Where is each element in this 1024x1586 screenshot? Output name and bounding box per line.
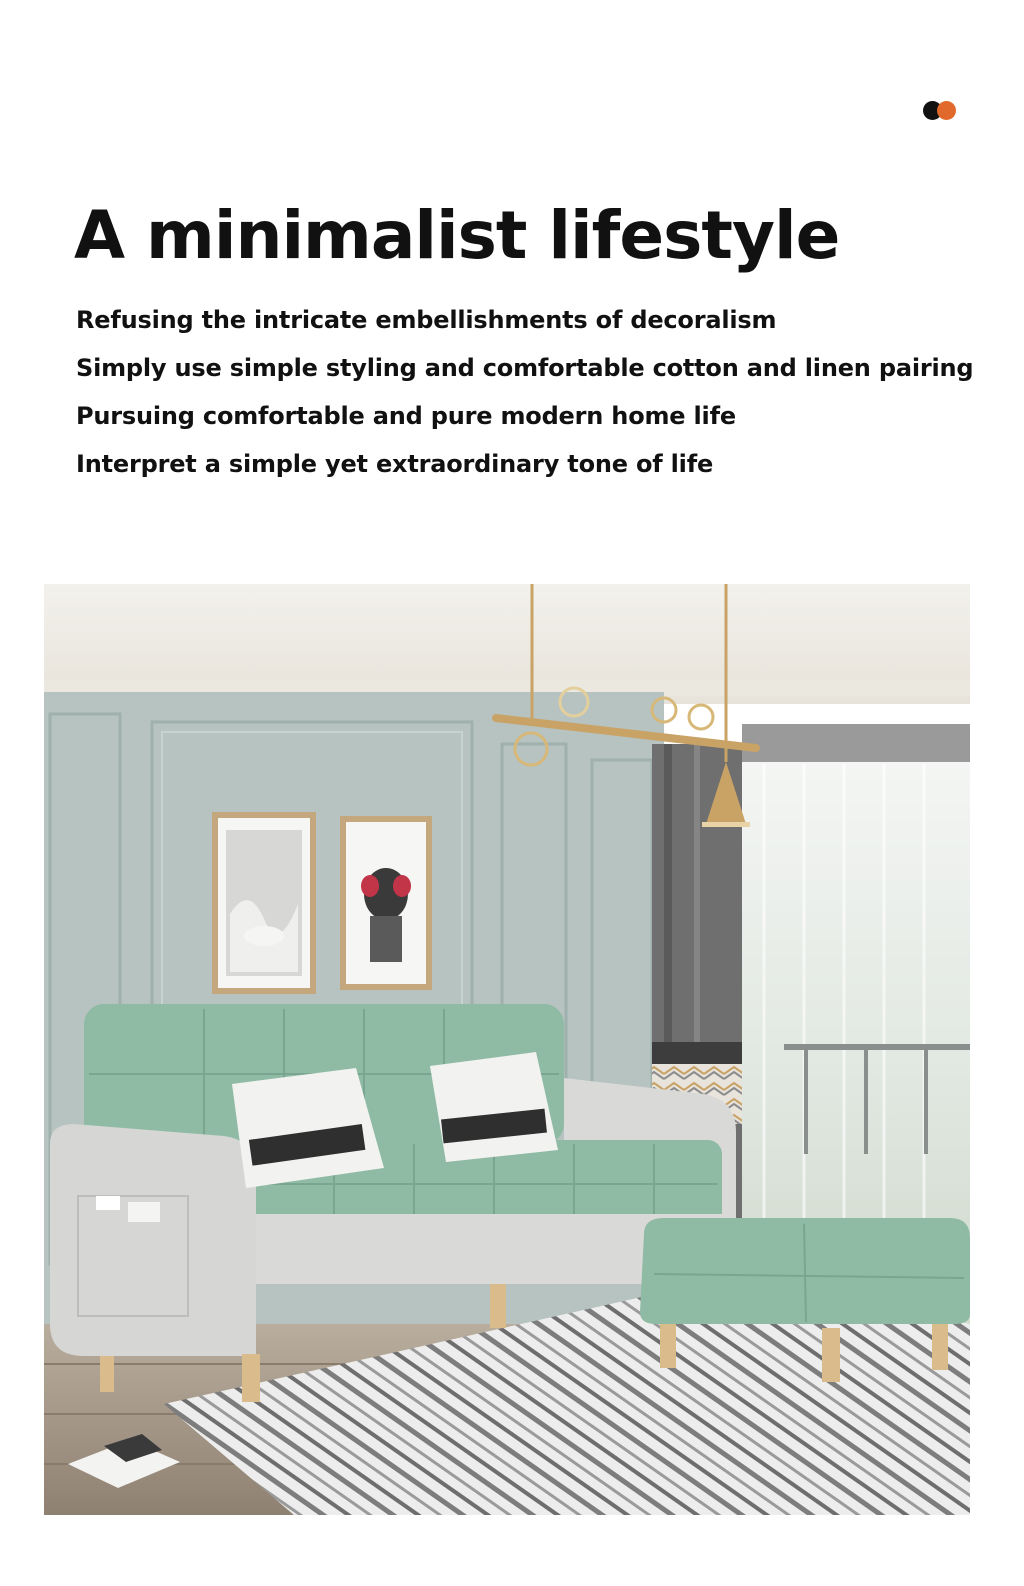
description-line: Refusing the intricate embellishments of decoralism (76, 306, 777, 334)
headline: A minimalist lifestyle (74, 197, 840, 274)
living-room-photo (44, 584, 970, 1515)
description-lines (76, 296, 973, 488)
description-line: Interpret a simple yet extraordinary tone of life (76, 450, 714, 478)
sofa-scene-illustration (44, 584, 970, 1515)
description-line: Pursuing comfortable and pure modern home life (76, 402, 736, 430)
accent-dots (923, 101, 961, 121)
orange-dot (937, 101, 956, 120)
description-line: Simply use simple styling and comfortable cotton and linen pairing (76, 354, 974, 382)
